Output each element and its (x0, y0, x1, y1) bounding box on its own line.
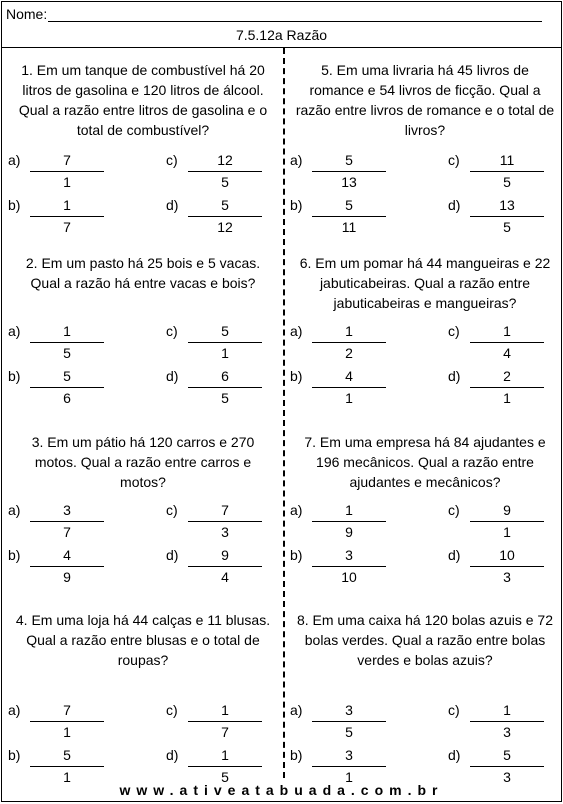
fraction-bar (470, 566, 544, 567)
denominator: 7 (221, 724, 229, 740)
fraction-bar (188, 171, 262, 172)
fraction-bar (312, 521, 386, 522)
option-letter: d) (166, 747, 179, 763)
worksheet-title: 7.5.12a Razão (235, 27, 328, 43)
answer-option[interactable] (290, 367, 410, 411)
fraction-bar (312, 171, 386, 172)
fraction-bar (312, 216, 386, 217)
answer-option[interactable] (8, 546, 128, 590)
answer-option[interactable] (448, 196, 563, 240)
option-letter: d) (448, 547, 461, 563)
numerator: 7 (63, 702, 71, 718)
numerator: 9 (503, 502, 511, 518)
title-divider (2, 47, 561, 48)
fraction-bar (188, 566, 262, 567)
numerator: 5 (221, 323, 229, 339)
numerator: 5 (63, 368, 71, 384)
numerator: 12 (217, 152, 233, 168)
option-letter: b) (290, 547, 303, 563)
option-letter: b) (8, 747, 21, 763)
option-letter: d) (448, 747, 461, 763)
denominator: 9 (345, 524, 353, 540)
denominator: 13 (341, 174, 357, 190)
site-url: www.ativeatabuada.com.br (119, 782, 444, 798)
denominator: 6 (63, 390, 71, 406)
answer-option[interactable] (166, 701, 286, 745)
question-text: 3. Em um pátio há 120 carros e 270 motos. Qual a razão entre carros e motos? (31, 434, 255, 490)
fraction-bar (470, 387, 544, 388)
option-letter: b) (290, 368, 303, 384)
numerator: 1 (503, 323, 511, 339)
denominator: 1 (221, 345, 229, 361)
denominator: 1 (345, 390, 353, 406)
numerator: 7 (221, 502, 229, 518)
denominator: 5 (503, 174, 511, 190)
option-letter: a) (290, 152, 303, 168)
numerator: 1 (63, 197, 71, 213)
numerator: 5 (345, 152, 353, 168)
answer-option[interactable] (448, 546, 563, 590)
option-letter: c) (448, 323, 460, 339)
option-letter: c) (448, 702, 460, 718)
denominator: 5 (221, 769, 229, 785)
option-letter: d) (448, 368, 461, 384)
numerator: 6 (221, 368, 229, 384)
answer-option[interactable] (8, 322, 128, 366)
answer-option[interactable] (166, 501, 286, 545)
denominator: 1 (503, 390, 511, 406)
fraction-bar (470, 721, 544, 722)
fraction-bar (30, 521, 104, 522)
fraction-bar (188, 342, 262, 343)
fraction-bar (30, 216, 104, 217)
numerator: 11 (499, 152, 515, 168)
fraction-bar (312, 766, 386, 767)
denominator: 5 (345, 724, 353, 740)
denominator: 12 (217, 219, 233, 235)
question-cell (284, 610, 563, 790)
question-text: 2. Em um pasto há 25 bois e 5 vacas. Qual a razão há entre vacas e bois? (25, 255, 261, 291)
option-letter: c) (166, 502, 178, 518)
denominator: 1 (345, 769, 353, 785)
denominator: 4 (221, 569, 229, 585)
answer-option[interactable] (166, 196, 286, 240)
fraction-bar (312, 721, 386, 722)
numerator: 1 (345, 502, 353, 518)
numerator: 4 (345, 368, 353, 384)
option-letter: c) (448, 502, 460, 518)
fraction-bar (30, 566, 104, 567)
option-letter: c) (448, 152, 460, 168)
denominator: 1 (63, 174, 71, 190)
answer-option[interactable] (8, 701, 128, 745)
question-text: 8. Em uma caixa há 120 bolas azuis e 72 bolas verdes. Qual a razão entre bolas verdes e bolas azuis? (296, 612, 554, 668)
fraction-bar (312, 566, 386, 567)
name-field-line[interactable] (48, 21, 542, 22)
option-letter: b) (8, 197, 21, 213)
numerator: 1 (503, 702, 511, 718)
option-letter: a) (8, 152, 21, 168)
option-letter: b) (290, 197, 303, 213)
denominator: 1 (503, 524, 511, 540)
option-letter: a) (290, 323, 303, 339)
denominator: 7 (63, 524, 71, 540)
numerator: 13 (499, 197, 515, 213)
fraction-bar (188, 387, 262, 388)
question-cell (284, 60, 563, 240)
denominator: 9 (63, 569, 71, 585)
fraction-bar (470, 216, 544, 217)
option-letter: a) (8, 702, 21, 718)
numerator: 5 (345, 197, 353, 213)
denominator: 3 (503, 724, 511, 740)
answer-option[interactable] (448, 322, 563, 366)
fraction-bar (188, 521, 262, 522)
question-text: 6. Em um pomar há 44 mangueiras e 22 jabuticabeiras. Qual a razão entre jabuticabeiras e mangueiras? (299, 255, 551, 311)
answer-option[interactable] (166, 322, 286, 366)
fraction-bar (470, 342, 544, 343)
option-letter: c) (166, 323, 178, 339)
option-letter: b) (8, 368, 21, 384)
denominator: 3 (503, 569, 511, 585)
option-letter: d) (448, 197, 461, 213)
answer-option[interactable] (8, 196, 128, 240)
answer-option[interactable] (448, 151, 563, 195)
fraction-bar (30, 171, 104, 172)
fraction-bar (470, 521, 544, 522)
answer-option[interactable] (166, 367, 286, 411)
denominator: 2 (345, 345, 353, 361)
fraction-bar (30, 387, 104, 388)
question-cell (2, 60, 283, 240)
answer-option[interactable] (290, 196, 410, 240)
denominator: 1 (63, 769, 71, 785)
numerator: 2 (503, 368, 511, 384)
answer-option[interactable] (166, 151, 286, 195)
numerator: 7 (63, 152, 71, 168)
fraction-bar (470, 766, 544, 767)
option-letter: d) (166, 197, 179, 213)
question-cell (284, 432, 563, 612)
numerator: 9 (221, 547, 229, 563)
answer-option[interactable] (166, 546, 286, 590)
answer-option[interactable] (8, 367, 128, 411)
numerator: 10 (499, 547, 515, 563)
denominator: 5 (63, 345, 71, 361)
option-letter: d) (166, 547, 179, 563)
worksheet (1, 1, 562, 802)
option-letter: c) (166, 702, 178, 718)
answer-option[interactable] (448, 367, 563, 411)
answer-option[interactable] (290, 701, 410, 745)
question-text: 4. Em uma loja há 44 calças e 11 blusas. Qual a razão entre blusas e o total de roupas? (15, 612, 271, 668)
denominator: 5 (503, 219, 511, 235)
option-letter: c) (166, 152, 178, 168)
question-cell (284, 253, 563, 433)
fraction-bar (312, 342, 386, 343)
option-letter: a) (290, 702, 303, 718)
numerator: 5 (221, 197, 229, 213)
option-letter: b) (8, 547, 21, 563)
denominator: 10 (341, 569, 357, 585)
numerator: 1 (63, 323, 71, 339)
question-text: 5. Em uma livraria há 45 livros de romance e 54 livros de ficção. Qual a razão entre livros de romance e o total de livros? (295, 62, 555, 138)
denominator: 1 (63, 724, 71, 740)
numerator: 5 (63, 747, 71, 763)
answer-option[interactable] (448, 501, 563, 545)
fraction-bar (30, 342, 104, 343)
fraction-bar (30, 721, 104, 722)
numerator: 1 (345, 323, 353, 339)
answer-option[interactable] (8, 151, 128, 195)
numerator: 3 (345, 747, 353, 763)
answer-option[interactable] (290, 322, 410, 366)
question-text: 7. Em uma empresa há 84 ajudantes e 196 mecânicos. Qual a razão entre ajudantes e mecânicos? (304, 434, 546, 490)
numerator: 3 (345, 547, 353, 563)
fraction-bar (30, 766, 104, 767)
answer-option[interactable] (290, 501, 410, 545)
fraction-bar (188, 721, 262, 722)
answer-option[interactable] (290, 151, 410, 195)
answer-option[interactable] (448, 701, 563, 745)
question-cell (2, 253, 283, 433)
fraction-bar (312, 387, 386, 388)
denominator: 11 (341, 219, 357, 235)
denominator: 3 (221, 524, 229, 540)
numerator: 4 (63, 547, 71, 563)
numerator: 3 (63, 502, 71, 518)
question-cell (2, 432, 283, 612)
denominator: 5 (221, 390, 229, 406)
denominator: 7 (63, 219, 71, 235)
fraction-bar (188, 216, 262, 217)
option-letter: b) (290, 747, 303, 763)
denominator: 5 (221, 174, 229, 190)
fraction-bar (470, 171, 544, 172)
denominator: 4 (503, 345, 511, 361)
numerator: 1 (221, 747, 229, 763)
question-cell (2, 610, 283, 790)
question-text: 1. Em um tanque de combustível há 20 litros de gasolina e 120 litros de álcool. Qual a razão entre litros de gasolina e o total de combustível? (18, 62, 268, 138)
numerator: 5 (503, 747, 511, 763)
denominator: 3 (503, 769, 511, 785)
answer-option[interactable] (290, 546, 410, 590)
fraction-bar (188, 766, 262, 767)
option-letter: a) (8, 502, 21, 518)
option-letter: a) (290, 502, 303, 518)
answer-option[interactable] (8, 501, 128, 545)
option-letter: a) (8, 323, 21, 339)
option-letter: d) (166, 368, 179, 384)
numerator: 1 (221, 702, 229, 718)
numerator: 3 (345, 702, 353, 718)
name-label: Nome: (6, 6, 48, 22)
